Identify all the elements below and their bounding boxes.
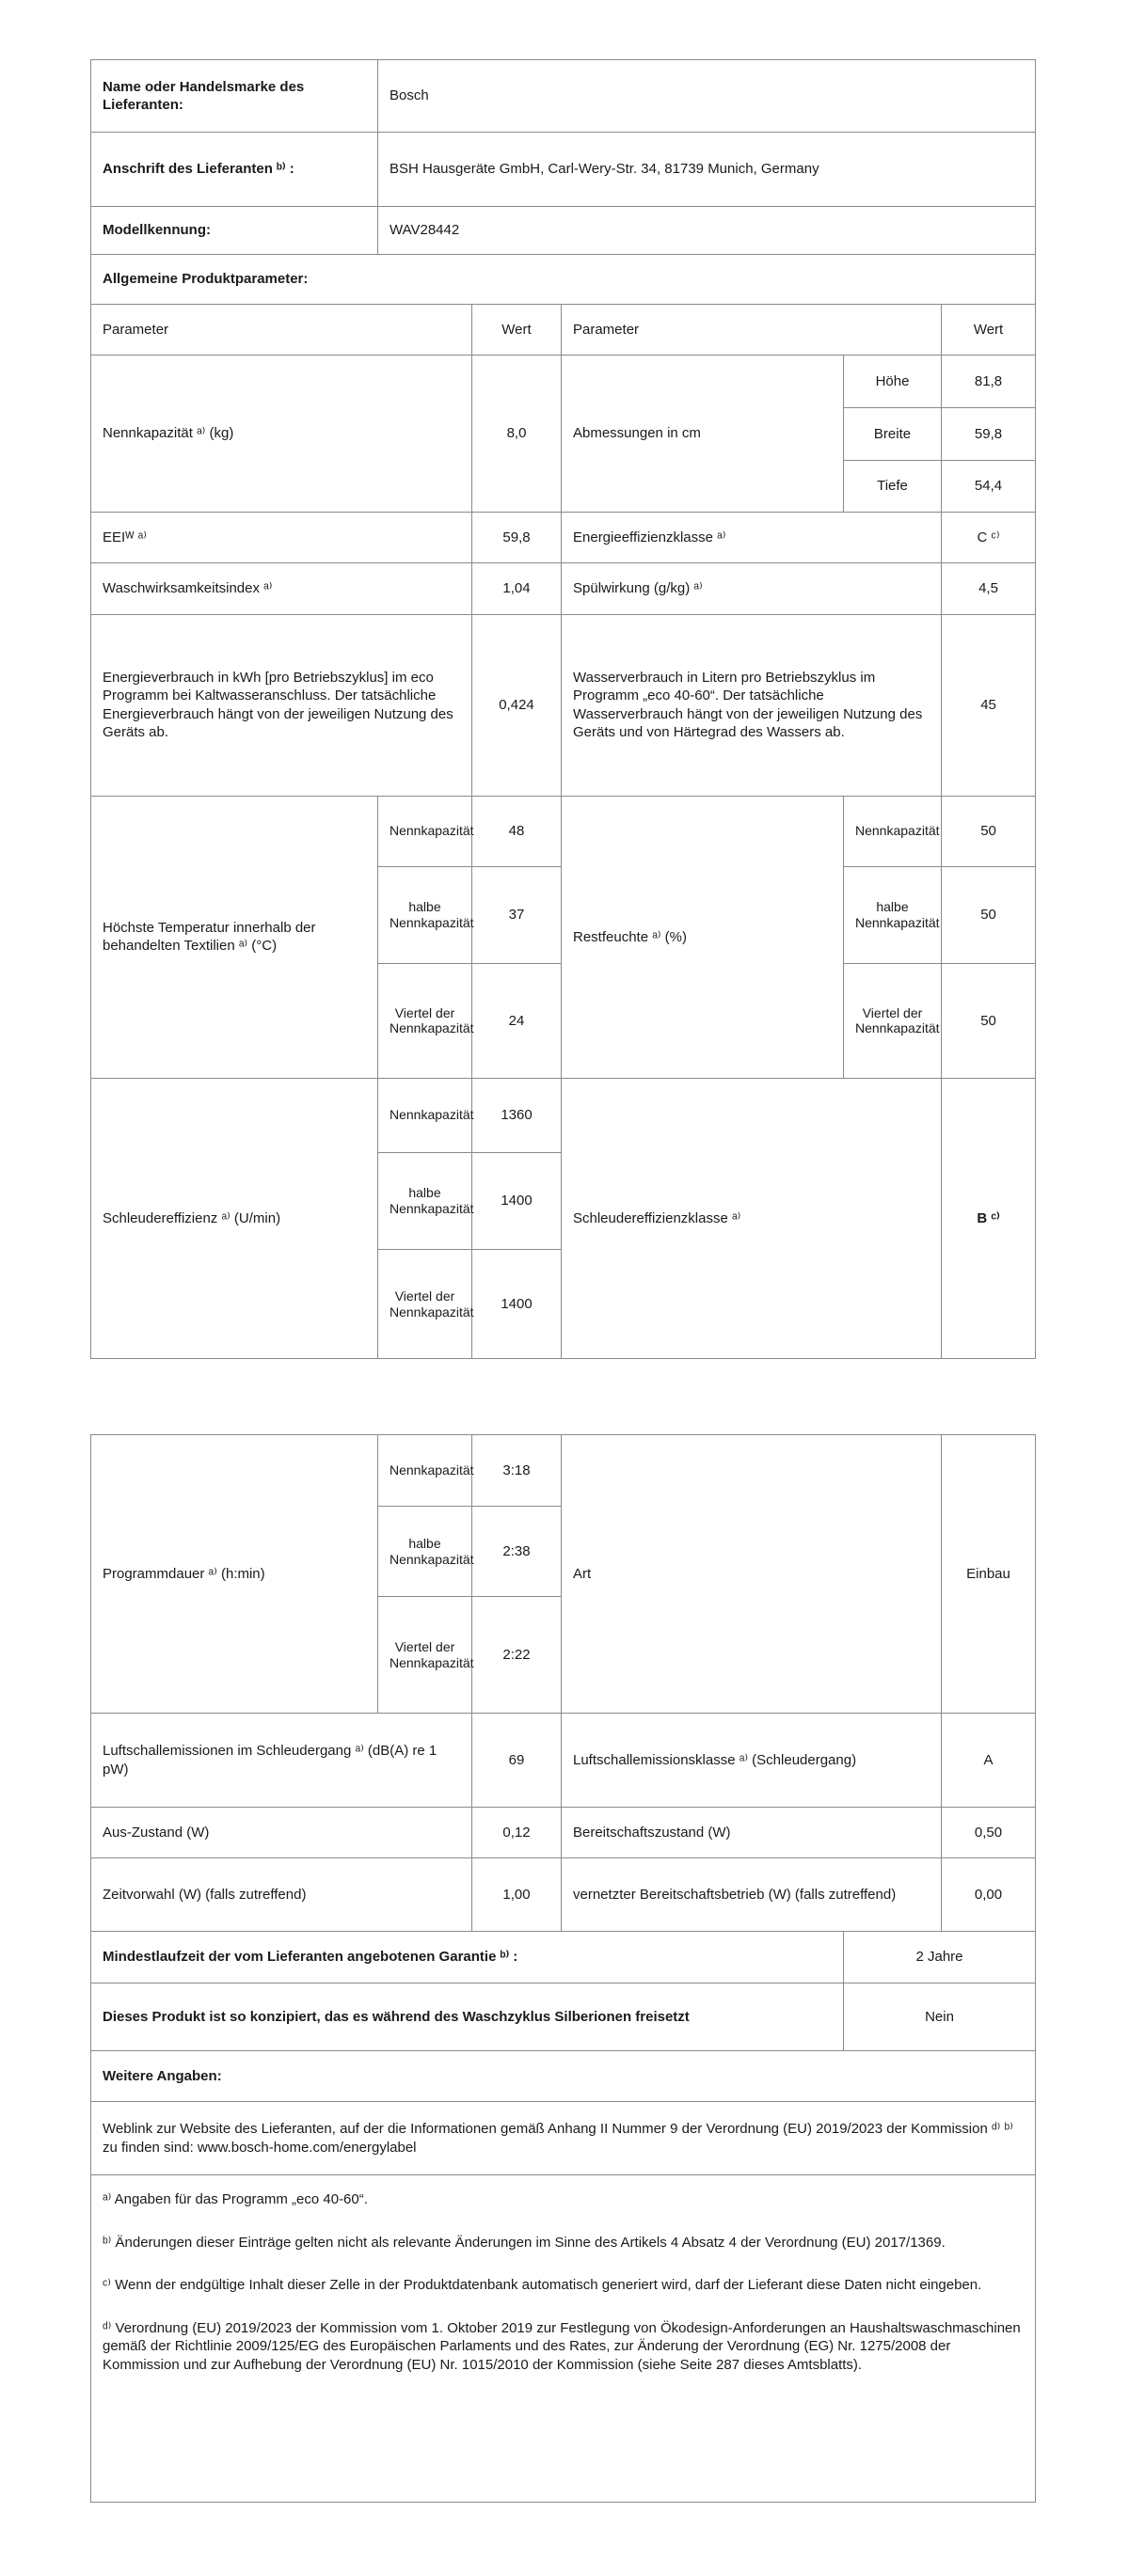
duration-value-full: 3:18 [472, 1435, 562, 1507]
rinse-label: Spülwirkung (g/kg) ᵃ⁾ [562, 563, 942, 615]
noise-label: Luftschallemissionen im Schleudergang ᵃ⁾ (dB(A) re 1 pW) [91, 1714, 472, 1808]
residual-sub-quarter: Viertel der Nennkapazität [844, 964, 942, 1079]
energy-consumption-value: 0,424 [472, 615, 562, 797]
duration-value-half: 2:38 [472, 1507, 562, 1597]
spin-value-half: 1400 [472, 1152, 562, 1249]
max-temp-value-full: 48 [472, 796, 562, 866]
footnote-d: ᵈ⁾ Verordnung (EU) 2019/2023 der Kommission vom 1. Oktober 2019 zur Festlegung von Ökodesign-Anforderungen an Haushaltswaschmaschinen gemäß der Richtlinie 2009/125/EG des Europäischen Parlaments und des Rates, zur Änderung der Verordnung (EG) Nr. 1275/2008 der Kommission und zur Aufhebung der Verordnung (EU) Nr. 1015/2010 der Kommission (siehe Seite 287 dieses Amtsblatts). [103, 2319, 1021, 2373]
energy-class-value: C ᶜ⁾ [942, 512, 1036, 563]
width-value: 59,8 [942, 408, 1036, 461]
standby-value: 0,50 [942, 1808, 1036, 1858]
footnote-b: ᵇ⁾ Änderungen dieser Einträge gelten nicht als relevante Änderungen im Sinne des Artikels 4 Absatz 4 der Verordnung (EU) 2017/1369. [103, 2234, 946, 2251]
col-header-param-left: Parameter [91, 304, 472, 356]
residual-value-half: 50 [942, 866, 1036, 963]
weblink-text: Weblink zur Website des Lieferanten, auf der die Informationen gemäß Anhang II Nummer 9 der Verordnung (EU) 2019/2023 der Kommission ᵈ⁾ ᵇ⁾ zu finden sind: www.bosch-home.com/energylabel [91, 2102, 1036, 2175]
type-label: Art [562, 1435, 942, 1714]
footnotes [91, 2175, 1036, 2503]
depth-value: 54,4 [942, 460, 1036, 512]
col-header-param-right: Parameter [562, 304, 942, 356]
residual-sub-half: halbe Nennkapazität [844, 866, 942, 963]
model-label: Modellkennung: [91, 207, 378, 255]
energy-class-label: Energieeffizienzklasse ᵃ⁾ [562, 512, 942, 563]
model-value: WAV28442 [378, 207, 1036, 255]
height-label: Höhe [844, 356, 942, 408]
spin-class-value: B ᶜ⁾ [942, 1078, 1036, 1358]
duration-sub-full: Nennkapazität [378, 1435, 472, 1507]
standby-label: Bereitschaftszustand (W) [562, 1808, 942, 1858]
duration-sub-quarter: Viertel der Nennkapazität [378, 1597, 472, 1714]
wash-index-value: 1,04 [472, 563, 562, 615]
residual-moisture-label: Restfeuchte ᵃ⁾ (%) [562, 796, 844, 1078]
spin-efficiency-label: Schleudereffizienz ᵃ⁾ (U/min) [91, 1078, 378, 1358]
networked-standby-value: 0,00 [942, 1858, 1036, 1932]
max-temp-label: Höchste Temperatur innerhalb der behandelten Textilien ᵃ⁾ (°C) [91, 796, 378, 1078]
spin-value-full: 1360 [472, 1078, 562, 1152]
energy-consumption-label: Energieverbrauch in kWh [pro Betriebszyklus] im eco Programm bei Kaltwasseranschluss. Der tatsächliche Energieverbrauch hängt von der jeweiligen Nutzung des Geräts ab. [91, 615, 472, 797]
water-consumption-value: 45 [942, 615, 1036, 797]
water-consumption-label: Wasserverbrauch in Litern pro Betriebszyklus im Programm „eco 40-60“. Der tatsächliche Wasserverbrauch hängt von der jeweiligen Nutzung des Geräts und von Härtegrad des Wassers ab. [562, 615, 942, 797]
col-header-value-left: Wert [472, 304, 562, 356]
max-temp-sub-quarter: Viertel der Nennkapazität [378, 964, 472, 1079]
warranty-label: Mindestlaufzeit der vom Lieferanten angebotenen Garantie ᵇ⁾ : [91, 1932, 844, 1983]
rinse-value: 4,5 [942, 563, 1036, 615]
warranty-value: 2 Jahre [844, 1932, 1036, 1983]
dimensions-label: Abmessungen in cm [562, 356, 844, 512]
capacity-label: Nennkapazität ᵃ⁾ (kg) [91, 356, 472, 512]
off-mode-value: 0,12 [472, 1808, 562, 1858]
spin-value-quarter: 1400 [472, 1250, 562, 1359]
supplier-address-label: Anschrift des Lieferanten ᵇ⁾ : [91, 133, 378, 207]
width-label: Breite [844, 408, 942, 461]
silver-ions-label: Dieses Produkt ist so konzipiert, das es während des Waschzyklus Silberionen freisetzt [91, 1983, 844, 2051]
eei-label: EEIᵂ ᵃ⁾ [91, 512, 472, 563]
duration-label: Programmdauer ᵃ⁾ (h:min) [91, 1435, 378, 1714]
delay-start-label: Zeitvorwahl (W) (falls zutreffend) [91, 1858, 472, 1932]
supplier-name-label: Name oder Handelsmarke des Lieferanten: [91, 60, 378, 133]
further-info-label: Weitere Angaben: [91, 2051, 1036, 2102]
networked-standby-label: vernetzter Bereitschaftsbetrieb (W) (falls zutreffend) [562, 1858, 942, 1932]
spin-sub-quarter: Viertel der Nennkapazität [378, 1250, 472, 1359]
duration-sub-half: halbe Nennkapazität [378, 1507, 472, 1597]
type-value: Einbau [942, 1435, 1036, 1714]
product-info-table-2 [90, 1434, 1036, 2503]
noise-value: 69 [472, 1714, 562, 1808]
footnote-a: ᵃ⁾ Angaben für das Programm „eco 40-60“. [103, 2191, 368, 2207]
spin-sub-half: halbe Nennkapazität [378, 1152, 472, 1249]
max-temp-sub-half: halbe Nennkapazität [378, 866, 472, 963]
spin-class-label: Schleudereffizienzklasse ᵃ⁾ [562, 1078, 942, 1358]
noise-class-label: Luftschallemissionsklasse ᵃ⁾ (Schleudergang) [562, 1714, 942, 1808]
eei-value: 59,8 [472, 512, 562, 563]
silver-ions-value: Nein [844, 1983, 1036, 2051]
off-mode-label: Aus-Zustand (W) [91, 1808, 472, 1858]
max-temp-value-quarter: 24 [472, 964, 562, 1079]
supplier-name-value: Bosch [378, 60, 1036, 133]
max-temp-value-half: 37 [472, 866, 562, 963]
supplier-address-value: BSH Hausgeräte GmbH, Carl-Wery-Str. 34, 81739 Munich, Germany [378, 133, 1036, 207]
spin-sub-full: Nennkapazität [378, 1078, 472, 1152]
depth-label: Tiefe [844, 460, 942, 512]
height-value: 81,8 [942, 356, 1036, 408]
residual-value-quarter: 50 [942, 964, 1036, 1079]
wash-index-label: Waschwirksamkeitsindex ᵃ⁾ [91, 563, 472, 615]
product-info-table-1 [90, 59, 1036, 1359]
duration-value-quarter: 2:22 [472, 1597, 562, 1714]
residual-value-full: 50 [942, 796, 1036, 866]
col-header-value-right: Wert [942, 304, 1036, 356]
footnote-c: ᶜ⁾ Wenn der endgültige Inhalt dieser Zelle in der Produktdatenbank automatisch generiert wird, darf der Lieferant diese Daten nicht eingeben. [103, 2277, 982, 2293]
delay-start-value: 1,00 [472, 1858, 562, 1932]
residual-sub-full: Nennkapazität [844, 796, 942, 866]
capacity-value: 8,0 [472, 356, 562, 512]
noise-class-value: A [942, 1714, 1036, 1808]
max-temp-sub-full: Nennkapazität [378, 796, 472, 866]
general-params-label: Allgemeine Produktparameter: [91, 254, 1036, 304]
